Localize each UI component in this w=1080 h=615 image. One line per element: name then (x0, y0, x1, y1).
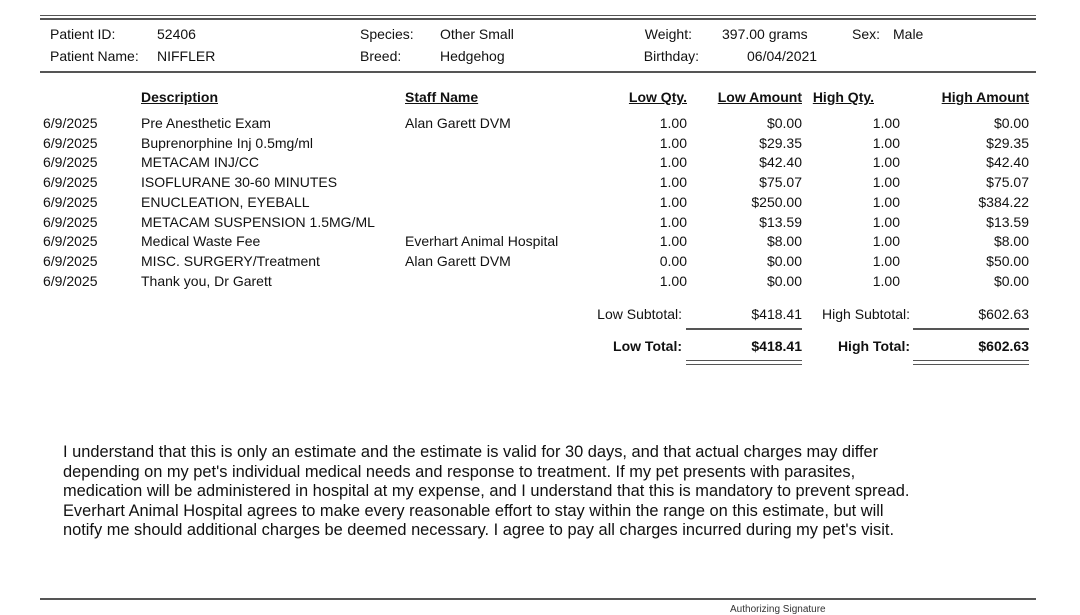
row-high-qty: 1.00 (872, 154, 900, 171)
estimate-disclaimer: I understand that this is only an estimate and the estimate is valid for 30 days, and that actual charges may differ depending on my pet's individual medical needs and response to treatment. If my pet presents with parasites, medication will be administered in hospital at my expense, and I understand that this is mandatory to prevent spread. Everhart Animal Hospital agrees to make every reasonable effort to stay within the range on this estimate, but will notify me should additional charges be deemed necessary. I agree to pay all charges incurred during my pet's visit. (63, 443, 910, 539)
patient-name-label: Patient Name: (50, 48, 139, 64)
row-date: 6/9/2025 (43, 134, 98, 151)
row-date: 6/9/2025 (43, 252, 98, 269)
row-high-amount: $8.00 (993, 233, 1029, 250)
row-low-qty: 0.00 (659, 252, 687, 269)
row-date: 6/9/2025 (43, 272, 98, 289)
row-high-amount: $42.40 (986, 154, 1029, 171)
row-low-qty: 1.00 (659, 174, 687, 191)
row-high-qty: 1.00 (872, 174, 900, 191)
birthday-value: 06/04/2021 (747, 48, 818, 64)
low-subtotal-value: $418.41 (751, 306, 802, 322)
weight-label: Weight: (644, 26, 692, 42)
low-total-double-underline-1 (686, 360, 802, 361)
row-description: METACAM SUSPENSION 1.5MG/ML (141, 213, 375, 230)
weight-value: 397.00 grams (722, 26, 808, 42)
col-high-qty: High Qty. (812, 89, 874, 105)
col-low-qty: Low Qty. (628, 89, 687, 105)
row-low-amount: $13.59 (759, 213, 802, 230)
row-high-qty: 1.00 (872, 272, 900, 289)
row-low-amount: $42.40 (759, 154, 802, 171)
row-high-amount: $0.00 (993, 272, 1029, 289)
row-staff: Everhart Animal Hospital (405, 233, 559, 250)
row-low-amount: $8.00 (766, 233, 802, 250)
patient-name-value: NIFFLER (157, 48, 216, 64)
row-description: ISOFLURANE 30-60 MINUTES (141, 174, 338, 191)
row-description: Medical Waste Fee (141, 233, 261, 250)
row-high-amount: $0.00 (993, 115, 1029, 131)
col-description: Description (141, 89, 219, 105)
row-high-qty: 1.00 (872, 193, 900, 210)
row-high-amount: $75.07 (986, 174, 1029, 191)
header-bottom-rule (40, 71, 1036, 73)
row-low-amount: $0.00 (766, 115, 802, 131)
row-high-amount: $29.35 (986, 134, 1029, 151)
low-subtotal-underline (686, 328, 802, 330)
row-low-qty: 1.00 (659, 193, 687, 210)
row-low-amount: $29.35 (759, 134, 802, 151)
col-staff-name: Staff Name (405, 89, 479, 105)
row-high-amount: $13.59 (986, 213, 1029, 230)
row-high-amount: $50.00 (986, 252, 1029, 269)
high-subtotal-underline (913, 328, 1029, 330)
species-value: Other Small (440, 26, 514, 42)
birthday-label: Birthday: (643, 48, 699, 64)
row-description: Thank you, Dr Garett (141, 272, 272, 289)
row-description: ENUCLEATION, EYEBALL (141, 193, 310, 210)
top-rule-2 (40, 18, 1036, 20)
row-low-amount: $0.00 (766, 252, 802, 269)
row-low-qty: 1.00 (659, 233, 687, 250)
row-date: 6/9/2025 (43, 115, 98, 131)
row-description: Buprenorphine Inj 0.5mg/ml (141, 134, 313, 151)
row-low-amount: $0.00 (766, 272, 802, 289)
row-high-qty: 1.00 (872, 252, 900, 269)
row-description: MISC. SURGERY/Treatment (141, 252, 320, 269)
patient-id-value: 52406 (157, 26, 196, 42)
row-staff: Alan Garett DVM (405, 252, 511, 269)
high-subtotal-label: High Subtotal: (822, 306, 910, 322)
row-date: 6/9/2025 (43, 174, 98, 191)
signature-line (40, 598, 1036, 600)
breed-label: Breed: (360, 48, 402, 64)
col-low-amount: Low Amount (717, 89, 802, 105)
row-staff: Alan Garett DVM (405, 115, 511, 131)
species-label: Species: (360, 26, 414, 42)
row-low-amount: $250.00 (751, 193, 802, 210)
row-low-qty: 1.00 (659, 134, 687, 151)
row-low-qty: 1.00 (659, 115, 687, 131)
row-low-amount: $75.07 (759, 174, 802, 191)
high-subtotal-value: $602.63 (978, 306, 1029, 322)
row-high-qty: 1.00 (872, 115, 900, 131)
row-high-qty: 1.00 (872, 233, 900, 250)
row-date: 6/9/2025 (43, 233, 98, 250)
col-high-amount: High Amount (941, 89, 1029, 105)
row-description: METACAM INJ/CC (141, 154, 259, 171)
row-date: 6/9/2025 (43, 154, 98, 171)
low-total-double-underline-2 (686, 364, 802, 365)
row-description: Pre Anesthetic Exam (141, 115, 271, 131)
high-total-label: High Total: (837, 338, 910, 354)
row-low-qty: 1.00 (659, 213, 687, 230)
sex-label: Sex: (852, 26, 881, 42)
high-total-value: $602.63 (978, 338, 1029, 354)
high-total-double-underline-1 (913, 360, 1029, 361)
low-subtotal-label: Low Subtotal: (597, 306, 682, 322)
sex-value: Male (893, 26, 924, 42)
row-high-qty: 1.00 (872, 134, 900, 151)
row-date: 6/9/2025 (43, 213, 98, 230)
row-low-qty: 1.00 (659, 272, 687, 289)
patient-id-label: Patient ID: (50, 26, 116, 42)
high-total-double-underline-2 (913, 364, 1029, 365)
signature-label: Authorizing Signature (730, 604, 826, 615)
row-high-amount: $384.22 (978, 193, 1029, 210)
low-total-value: $418.41 (751, 338, 802, 354)
breed-value: Hedgehog (440, 48, 505, 64)
low-total-label: Low Total: (613, 338, 682, 354)
top-rule (40, 15, 1036, 16)
row-high-qty: 1.00 (872, 213, 900, 230)
row-date: 6/9/2025 (43, 193, 98, 210)
row-low-qty: 1.00 (659, 154, 687, 171)
